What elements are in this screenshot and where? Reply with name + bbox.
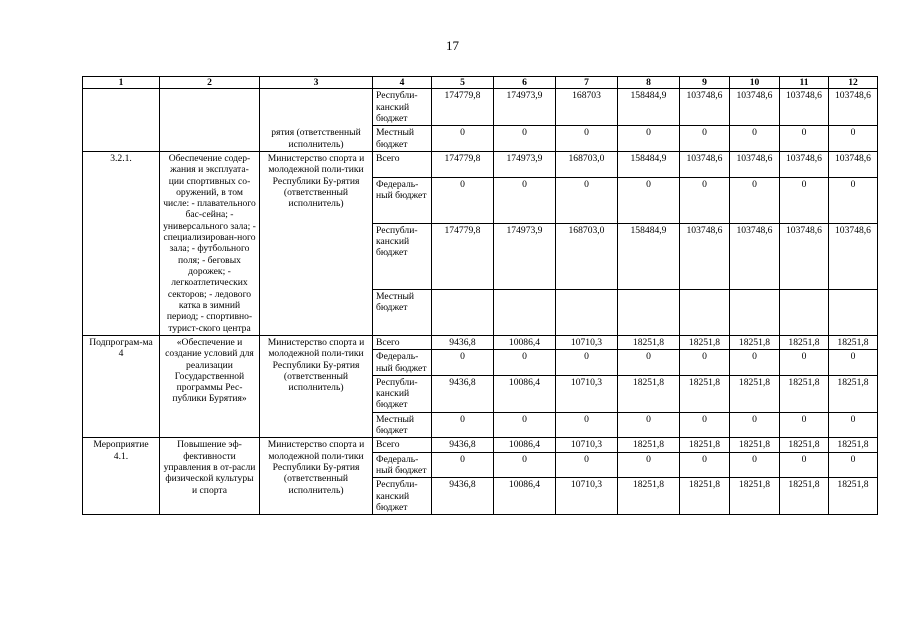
value-cell: 0 <box>680 126 730 152</box>
value-cell <box>829 289 878 335</box>
value-cell: 103748,6 <box>730 223 780 289</box>
value-cell: 0 <box>494 177 556 223</box>
value-cell: 0 <box>680 412 730 438</box>
funding-source: Всего <box>373 151 432 177</box>
value-cell: 0 <box>618 126 680 152</box>
value-cell: 0 <box>432 452 494 478</box>
value-cell: 9436,8 <box>432 438 494 452</box>
value-cell: 9436,8 <box>432 478 494 515</box>
value-cell: 103748,6 <box>680 89 730 126</box>
value-cell: 174973,9 <box>494 89 556 126</box>
funding-source: Всего <box>373 335 432 349</box>
value-cell: 174779,8 <box>432 151 494 177</box>
value-cell: 0 <box>730 412 780 438</box>
value-cell: 103748,6 <box>829 89 878 126</box>
funding-source: Местный бюджет <box>373 126 432 152</box>
value-cell: 0 <box>780 177 829 223</box>
funding-source: Республи-канский бюджет <box>373 89 432 126</box>
executor-cell: Министерство спорта и молодежной поли-тики Республики Бу-рятия (ответственный исполнитель) <box>260 335 373 438</box>
value-cell: 0 <box>556 350 618 376</box>
value-cell: 0 <box>730 126 780 152</box>
value-cell: 168703,0 <box>556 151 618 177</box>
value-cell: 0 <box>730 452 780 478</box>
value-cell: 103748,6 <box>780 89 829 126</box>
value-cell: 103748,6 <box>780 151 829 177</box>
value-cell: 10086,4 <box>494 478 556 515</box>
value-cell: 0 <box>432 412 494 438</box>
value-cell <box>432 289 494 335</box>
value-cell: 10710,3 <box>556 438 618 452</box>
value-cell: 174973,9 <box>494 223 556 289</box>
value-cell <box>494 289 556 335</box>
value-cell: 0 <box>780 412 829 438</box>
funding-source: Федераль-ный бюджет <box>373 177 432 223</box>
funding-source: Федераль-ный бюджет <box>373 452 432 478</box>
value-cell: 0 <box>680 177 730 223</box>
value-cell: 18251,8 <box>780 438 829 452</box>
funding-source: Федераль-ный бюджет <box>373 350 432 376</box>
value-cell: 18251,8 <box>618 375 680 412</box>
value-cell: 168703,0 <box>556 223 618 289</box>
value-cell: 103748,6 <box>780 223 829 289</box>
code-cell <box>83 89 160 152</box>
value-cell: 0 <box>829 126 878 152</box>
value-cell: 18251,8 <box>680 335 730 349</box>
value-cell: 18251,8 <box>618 478 680 515</box>
column-header: 2 <box>160 77 260 89</box>
value-cell: 0 <box>829 350 878 376</box>
column-header: 10 <box>730 77 780 89</box>
value-cell: 0 <box>556 452 618 478</box>
value-cell: 103748,6 <box>730 151 780 177</box>
value-cell <box>730 289 780 335</box>
header-row <box>83 77 878 89</box>
value-cell: 0 <box>829 412 878 438</box>
value-cell: 18251,8 <box>780 478 829 515</box>
value-cell <box>780 289 829 335</box>
value-cell: 168703 <box>556 89 618 126</box>
column-header: 9 <box>680 77 730 89</box>
name-cell <box>160 89 260 152</box>
value-cell: 18251,8 <box>780 375 829 412</box>
executor-cell: Министерство спорта и молодежной поли-тики Республики Бу-рятия (ответственный исполнитель) <box>260 438 373 515</box>
column-header: 3 <box>260 77 373 89</box>
value-cell: 103748,6 <box>730 89 780 126</box>
value-cell: 18251,8 <box>730 438 780 452</box>
funding-source: Всего <box>373 438 432 452</box>
value-cell: 0 <box>829 452 878 478</box>
item-code: Мероприятие 4.1. <box>83 438 160 515</box>
value-cell: 0 <box>730 350 780 376</box>
value-cell: 0 <box>780 452 829 478</box>
funding-source: Республи-канский бюджет <box>373 223 432 289</box>
value-cell: 103748,6 <box>829 151 878 177</box>
value-cell: 18251,8 <box>829 335 878 349</box>
value-cell: 0 <box>730 177 780 223</box>
item-code: Подпрограм-ма 4 <box>83 335 160 438</box>
value-cell: 18251,8 <box>730 335 780 349</box>
value-cell: 18251,8 <box>730 478 780 515</box>
table-body <box>83 89 878 515</box>
value-cell: 18251,8 <box>618 438 680 452</box>
value-cell: 0 <box>680 452 730 478</box>
value-cell: 0 <box>556 126 618 152</box>
value-cell: 103748,6 <box>680 151 730 177</box>
value-cell: 9436,8 <box>432 375 494 412</box>
funding-source: Республи-канский бюджет <box>373 478 432 515</box>
column-header: 7 <box>556 77 618 89</box>
value-cell <box>618 289 680 335</box>
column-header: 6 <box>494 77 556 89</box>
value-cell: 18251,8 <box>829 375 878 412</box>
executor-cell: рятия (ответственный исполнитель) <box>260 89 373 152</box>
item-name: Обеспечение содер-жания и эксплуата-ции спортивных со-оружений, в том числе: - плавательного бас-сейна; - универсального зала; - специализирован-ного зала; - футбольного поля; - беговых дорожек; - легкоатлетических секторов; - ледового катка в зимний период; - спортивно-турист-ского центра <box>160 151 260 335</box>
value-cell: 18251,8 <box>680 438 730 452</box>
column-header: 1 <box>83 77 160 89</box>
value-cell: 0 <box>780 350 829 376</box>
value-cell: 0 <box>432 350 494 376</box>
value-cell: 0 <box>829 177 878 223</box>
value-cell: 10086,4 <box>494 438 556 452</box>
value-cell <box>680 289 730 335</box>
value-cell: 10086,4 <box>494 335 556 349</box>
value-cell: 18251,8 <box>829 438 878 452</box>
value-cell: 158484,9 <box>618 223 680 289</box>
value-cell: 0 <box>494 452 556 478</box>
item-name: Повышение эф-фективности управления в от-расли физической культуры и спорта <box>160 438 260 515</box>
value-cell: 0 <box>618 452 680 478</box>
column-header: 11 <box>780 77 829 89</box>
value-cell: 174779,8 <box>432 89 494 126</box>
value-cell: 0 <box>556 412 618 438</box>
value-cell: 18251,8 <box>730 375 780 412</box>
column-header: 4 <box>373 77 432 89</box>
table-row <box>83 89 878 126</box>
value-cell: 9436,8 <box>432 335 494 349</box>
value-cell: 158484,9 <box>618 151 680 177</box>
value-cell: 0 <box>494 126 556 152</box>
table-row <box>83 151 878 177</box>
value-cell: 0 <box>680 350 730 376</box>
value-cell: 0 <box>432 126 494 152</box>
executor-cell: Министерство спорта и молодежной поли-тики Республики Бу-рятия (ответственный исполнитель) <box>260 151 373 335</box>
value-cell: 18251,8 <box>829 478 878 515</box>
value-cell: 0 <box>618 412 680 438</box>
value-cell: 18251,8 <box>780 335 829 349</box>
value-cell: 0 <box>780 126 829 152</box>
page-number: 17 <box>446 38 459 53</box>
value-cell <box>556 289 618 335</box>
column-header: 5 <box>432 77 494 89</box>
value-cell: 10086,4 <box>494 375 556 412</box>
table-row <box>83 335 878 349</box>
value-cell: 0 <box>432 177 494 223</box>
value-cell: 10710,3 <box>556 478 618 515</box>
value-cell: 10710,3 <box>556 335 618 349</box>
column-header: 8 <box>618 77 680 89</box>
value-cell: 0 <box>618 177 680 223</box>
value-cell: 18251,8 <box>618 335 680 349</box>
value-cell: 103748,6 <box>829 223 878 289</box>
funding-source: Республи-канский бюджет <box>373 375 432 412</box>
funding-source: Местный бюджет <box>373 289 432 335</box>
value-cell: 158484,9 <box>618 89 680 126</box>
value-cell: 103748,6 <box>680 223 730 289</box>
table-row <box>83 438 878 452</box>
value-cell: 174779,8 <box>432 223 494 289</box>
item-code: 3.2.1. <box>83 151 160 335</box>
value-cell: 0 <box>556 177 618 223</box>
value-cell: 0 <box>494 350 556 376</box>
item-name: «Обеспечение и создание условий для реализации Государственной программы Рес-публики Бурятия» <box>160 335 260 438</box>
value-cell: 18251,8 <box>680 478 730 515</box>
value-cell: 0 <box>618 350 680 376</box>
column-header: 12 <box>829 77 878 89</box>
funding-source: Местный бюджет <box>373 412 432 438</box>
value-cell: 18251,8 <box>680 375 730 412</box>
value-cell: 0 <box>494 412 556 438</box>
value-cell: 174973,9 <box>494 151 556 177</box>
value-cell: 10710,3 <box>556 375 618 412</box>
budget-table <box>82 76 878 515</box>
